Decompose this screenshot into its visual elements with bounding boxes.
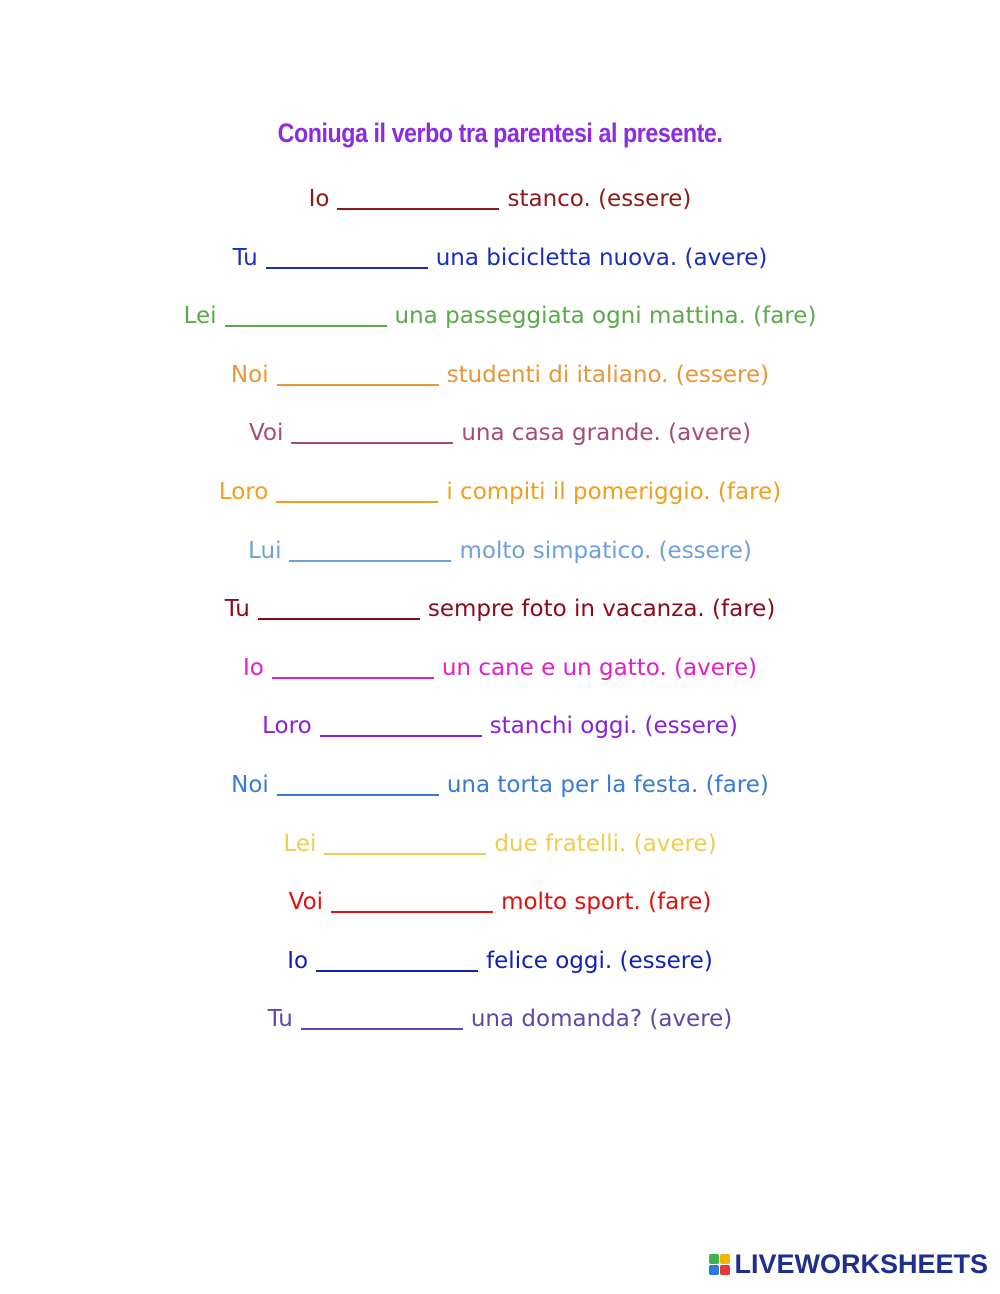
answer-blank[interactable] [316, 944, 478, 972]
exercise-prompt: una bicicletta nuova. (avere) [435, 244, 768, 271]
exercise-subject: Io [243, 654, 264, 681]
exercise-row [0, 647, 1000, 706]
exercise-prompt: molto sport. (fare) [501, 889, 712, 916]
answer-blank[interactable] [225, 299, 387, 327]
exercise-subject: Io [308, 186, 330, 212]
exercise-row [0, 764, 1000, 823]
exercise-subject: Tu [224, 596, 250, 623]
exercise-row [0, 237, 1000, 296]
answer-blank[interactable] [337, 182, 499, 210]
answer-blank[interactable] [301, 1002, 463, 1030]
logo-square [709, 1265, 719, 1275]
answer-blank[interactable] [324, 827, 486, 855]
answer-blank[interactable] [276, 475, 438, 503]
exercise-row [0, 471, 1000, 530]
brand-name: LIVEWORKSHEETS [734, 1249, 988, 1279]
exercise-row [0, 412, 1000, 471]
exercise-subject: Io [287, 947, 309, 974]
answer-blank[interactable] [291, 416, 453, 444]
answer-blank[interactable] [289, 534, 451, 562]
answer-blank[interactable] [266, 241, 428, 269]
exercise-row [0, 998, 1000, 1057]
answer-blank[interactable] [272, 651, 434, 679]
exercise-subject: Tu [267, 1006, 293, 1033]
exercise-subject: Voi [248, 420, 284, 447]
exercise-prompt: due fratelli. (avere) [494, 830, 717, 857]
liveworksheets-brand [709, 1249, 988, 1280]
logo-square [709, 1254, 719, 1264]
exercise-row [0, 940, 1000, 999]
answer-blank[interactable] [258, 592, 420, 620]
exercise-prompt: una casa grande. (avere) [461, 420, 752, 447]
exercise-row [0, 588, 1000, 647]
exercise-prompt: i compiti il pomeriggio. (fare) [446, 478, 782, 505]
exercise-subject: Lei [183, 303, 217, 330]
exercise-row [0, 354, 1000, 413]
exercise-subject: Loro [218, 478, 269, 505]
exercise-subject: Noi [231, 771, 269, 798]
liveworksheets-logo-icon [709, 1254, 730, 1275]
exercise-prompt: molto simpatico. (essere) [459, 537, 752, 564]
answer-blank[interactable] [320, 709, 482, 737]
exercise-prompt: studenti di italiano. (essere) [446, 361, 770, 388]
exercise-subject: Voi [288, 889, 324, 916]
exercise-row [0, 881, 1000, 940]
exercise-prompt: una torta per la festa. (fare) [446, 771, 769, 798]
exercise-row [0, 530, 1000, 589]
logo-square [720, 1265, 730, 1275]
exercise-subject: Tu [232, 244, 258, 271]
exercise-prompt: una domanda? (avere) [470, 1006, 733, 1033]
exercise-list [0, 178, 1000, 1057]
exercise-prompt: un cane e un gatto. (avere) [441, 654, 757, 681]
exercise-subject: Lei [283, 830, 317, 857]
exercise-prompt: stanco. (essere) [507, 186, 692, 212]
page-title: Coniuga il verbo tra parentesi al presente. [277, 118, 723, 148]
exercise-prompt: sempre foto in vacanza. (fare) [427, 596, 776, 623]
answer-blank[interactable] [331, 885, 493, 913]
exercise-subject: Noi [230, 361, 269, 388]
logo-square [720, 1254, 730, 1264]
exercise-row [0, 295, 1000, 354]
exercise-prompt: stanchi oggi. (essere) [489, 713, 738, 740]
answer-blank[interactable] [277, 358, 439, 386]
exercise-row [0, 823, 1000, 882]
exercise-row [0, 178, 1000, 237]
exercise-row [0, 705, 1000, 764]
exercise-prompt: una passeggiata ogni mattina. (fare) [394, 303, 817, 330]
exercise-subject: Lui [248, 537, 282, 564]
answer-blank[interactable] [277, 768, 439, 796]
exercise-subject: Loro [262, 713, 312, 740]
exercise-prompt: felice oggi. (essere) [486, 947, 713, 974]
